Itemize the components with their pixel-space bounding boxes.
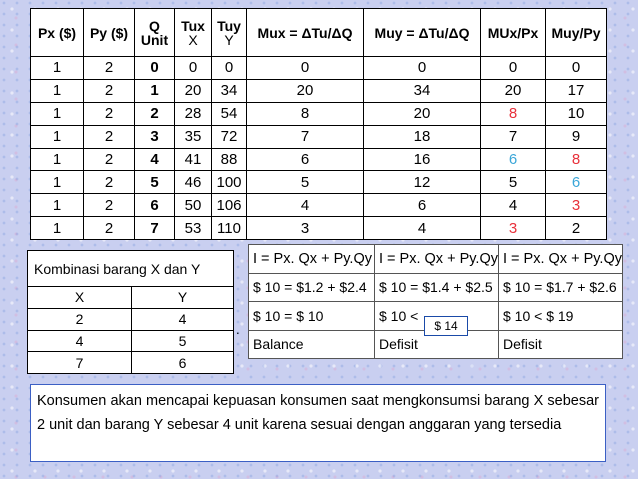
table-row bbox=[31, 79, 607, 102]
cell-py: 2 bbox=[84, 125, 135, 148]
table-header-row bbox=[31, 9, 607, 57]
kombinasi-header-row bbox=[28, 287, 234, 309]
cell-mux: 0 bbox=[247, 57, 364, 80]
kombinasi-panel bbox=[27, 250, 233, 374]
kombinasi-cell-x: 4 bbox=[28, 330, 132, 352]
table-row bbox=[31, 217, 607, 240]
result-cell: $ 10 < $ 19 bbox=[499, 302, 623, 331]
header-muy: Muy = ΔTu/ΔQ bbox=[364, 9, 481, 57]
cell-q: 4 bbox=[135, 148, 175, 171]
cell-tuy: 88 bbox=[212, 148, 247, 171]
cell-mux: 20 bbox=[247, 79, 364, 102]
budget-equation-table bbox=[248, 244, 623, 359]
cell-tux: 0 bbox=[175, 57, 212, 80]
cell-muy: 18 bbox=[364, 125, 481, 148]
substitution-row bbox=[249, 273, 623, 302]
cell-muy: 12 bbox=[364, 171, 481, 194]
cell-mux: 6 bbox=[247, 148, 364, 171]
cell-tux: 41 bbox=[175, 148, 212, 171]
cell-px: 1 bbox=[31, 102, 84, 125]
cell-py: 2 bbox=[84, 194, 135, 217]
cell-px: 1 bbox=[31, 57, 84, 80]
cell-tux: 20 bbox=[175, 79, 212, 102]
cell-q: 7 bbox=[135, 217, 175, 240]
header-tux: Tux X bbox=[175, 9, 212, 57]
cell-py: 2 bbox=[84, 79, 135, 102]
cell-muy-py-highlight: 3 bbox=[546, 194, 607, 217]
cell-muy-py: 2 bbox=[546, 217, 607, 240]
status-cell: Defisit bbox=[499, 330, 623, 359]
cell-mux-px: 20 bbox=[481, 79, 546, 102]
cell-muy: 20 bbox=[364, 102, 481, 125]
conclusion-text: Konsumen akan mencapai kepuasan konsumen saat mengkonsumsi barang X sebesar 2 unit dan barang Y sebesar 4 unit karena sesuai dengan anggaran yang tersedia bbox=[37, 393, 599, 433]
cell-muy: 6 bbox=[364, 194, 481, 217]
kombinasi-cell-y: 6 bbox=[132, 352, 234, 374]
conclusion-text-box bbox=[30, 384, 606, 462]
substitution-cell: $ 10 = $1.4 + $2.5 bbox=[375, 273, 499, 302]
cell-py: 2 bbox=[84, 217, 135, 240]
cell-tuy: 54 bbox=[212, 102, 247, 125]
header-mux: Mux = ΔTu/ΔQ bbox=[247, 9, 364, 57]
result-cell: $ 10 = $ 10 bbox=[249, 302, 375, 331]
cell-mux-px-highlight: 8 bbox=[481, 102, 546, 125]
formula-cell: I = Px. Qx + Py.Qy bbox=[375, 245, 499, 274]
cell-mux-px-highlight: 3 bbox=[481, 217, 546, 240]
cell-q: 6 bbox=[135, 194, 175, 217]
cell-muy-py: 0 bbox=[546, 57, 607, 80]
header-muy-py: Muy/Py bbox=[546, 9, 607, 57]
cell-q: 1 bbox=[135, 79, 175, 102]
kombinasi-cell-y: 4 bbox=[132, 308, 234, 330]
cell-py: 2 bbox=[84, 102, 135, 125]
cell-mux-px: 4 bbox=[481, 194, 546, 217]
kombinasi-cell-x: 2 bbox=[28, 308, 132, 330]
cell-py: 2 bbox=[84, 148, 135, 171]
cell-q: 3 bbox=[135, 125, 175, 148]
cell-tux: 53 bbox=[175, 217, 212, 240]
cell-muy: 16 bbox=[364, 148, 481, 171]
cell-px: 1 bbox=[31, 79, 84, 102]
table-row bbox=[31, 148, 607, 171]
header-tuy: Tuy Y bbox=[212, 9, 247, 57]
status-cell: Defisit bbox=[375, 330, 499, 359]
cell-mux-px: 7 bbox=[481, 125, 546, 148]
header-q-unit: Q Unit bbox=[135, 9, 175, 57]
header-px: Px ($) bbox=[31, 9, 84, 57]
cell-muy-py: 9 bbox=[546, 125, 607, 148]
utility-table-panel bbox=[30, 8, 606, 240]
cell-px: 1 bbox=[31, 125, 84, 148]
cell-mux: 8 bbox=[247, 102, 364, 125]
cell-px: 1 bbox=[31, 171, 84, 194]
kombinasi-row bbox=[28, 352, 234, 374]
table-row bbox=[31, 171, 607, 194]
cell-mux-px-highlight: 6 bbox=[481, 148, 546, 171]
cell-tux: 28 bbox=[175, 102, 212, 125]
kombinasi-cell-y: 5 bbox=[132, 330, 234, 352]
cell-mux-px: 5 bbox=[481, 171, 546, 194]
kombinasi-row bbox=[28, 308, 234, 330]
header-mux-px: MUx/Px bbox=[481, 9, 546, 57]
kombinasi-table bbox=[27, 250, 234, 374]
cell-tuy: 34 bbox=[212, 79, 247, 102]
cell-muy: 4 bbox=[364, 217, 481, 240]
utility-table bbox=[30, 8, 607, 240]
cell-muy-py: 17 bbox=[546, 79, 607, 102]
cell-tuy: 0 bbox=[212, 57, 247, 80]
cell-mux: 4 bbox=[247, 194, 364, 217]
cell-tuy: 110 bbox=[212, 217, 247, 240]
cell-muy-py: 10 bbox=[546, 102, 607, 125]
header-py: Py ($) bbox=[84, 9, 135, 57]
cell-tuy: 106 bbox=[212, 194, 247, 217]
cell-tux: 35 bbox=[175, 125, 212, 148]
kombinasi-cell-x: 7 bbox=[28, 352, 132, 374]
table-row bbox=[31, 194, 607, 217]
substitution-cell: $ 10 = $1.7 + $2.6 bbox=[499, 273, 623, 302]
status-cell: Balance bbox=[249, 330, 375, 359]
substitution-cell: $ 10 = $1.2 + $2.4 bbox=[249, 273, 375, 302]
formula-row bbox=[249, 245, 623, 274]
kombinasi-header-x: X bbox=[28, 287, 132, 309]
stray-mark: . bbox=[236, 322, 240, 337]
cell-mux: 7 bbox=[247, 125, 364, 148]
cell-tux: 46 bbox=[175, 171, 212, 194]
cell-px: 1 bbox=[31, 148, 84, 171]
formula-cell: I = Px. Qx + Py.Qy bbox=[499, 245, 623, 274]
kombinasi-row bbox=[28, 330, 234, 352]
cell-mux: 3 bbox=[247, 217, 364, 240]
cell-q: 2 bbox=[135, 102, 175, 125]
kombinasi-title-row bbox=[28, 251, 234, 287]
cell-mux: 5 bbox=[247, 171, 364, 194]
table-row bbox=[31, 57, 607, 80]
formula-cell: I = Px. Qx + Py.Qy bbox=[249, 245, 375, 274]
table-row bbox=[31, 102, 607, 125]
cell-mux-px: 0 bbox=[481, 57, 546, 80]
cell-tux: 50 bbox=[175, 194, 212, 217]
result-cell: $ 10 < bbox=[375, 302, 499, 331]
cell-q: 5 bbox=[135, 171, 175, 194]
cell-px: 1 bbox=[31, 217, 84, 240]
cell-muy-py-highlight: 8 bbox=[546, 148, 607, 171]
kombinasi-header-y: Y bbox=[132, 287, 234, 309]
cell-tuy: 72 bbox=[212, 125, 247, 148]
cell-tuy: 100 bbox=[212, 171, 247, 194]
cell-py: 2 bbox=[84, 171, 135, 194]
kombinasi-title: Kombinasi barang X dan Y bbox=[28, 251, 234, 287]
table-row bbox=[31, 125, 607, 148]
cell-py: 2 bbox=[84, 57, 135, 80]
cell-muy-py-highlight: 6 bbox=[546, 171, 607, 194]
cell-muy: 34 bbox=[364, 79, 481, 102]
cell-px: 1 bbox=[31, 194, 84, 217]
budget-equation-panel bbox=[248, 244, 622, 359]
cell-muy: 0 bbox=[364, 57, 481, 80]
cell-q: 0 bbox=[135, 57, 175, 80]
cost-callout-box: $ 14 bbox=[424, 316, 468, 336]
